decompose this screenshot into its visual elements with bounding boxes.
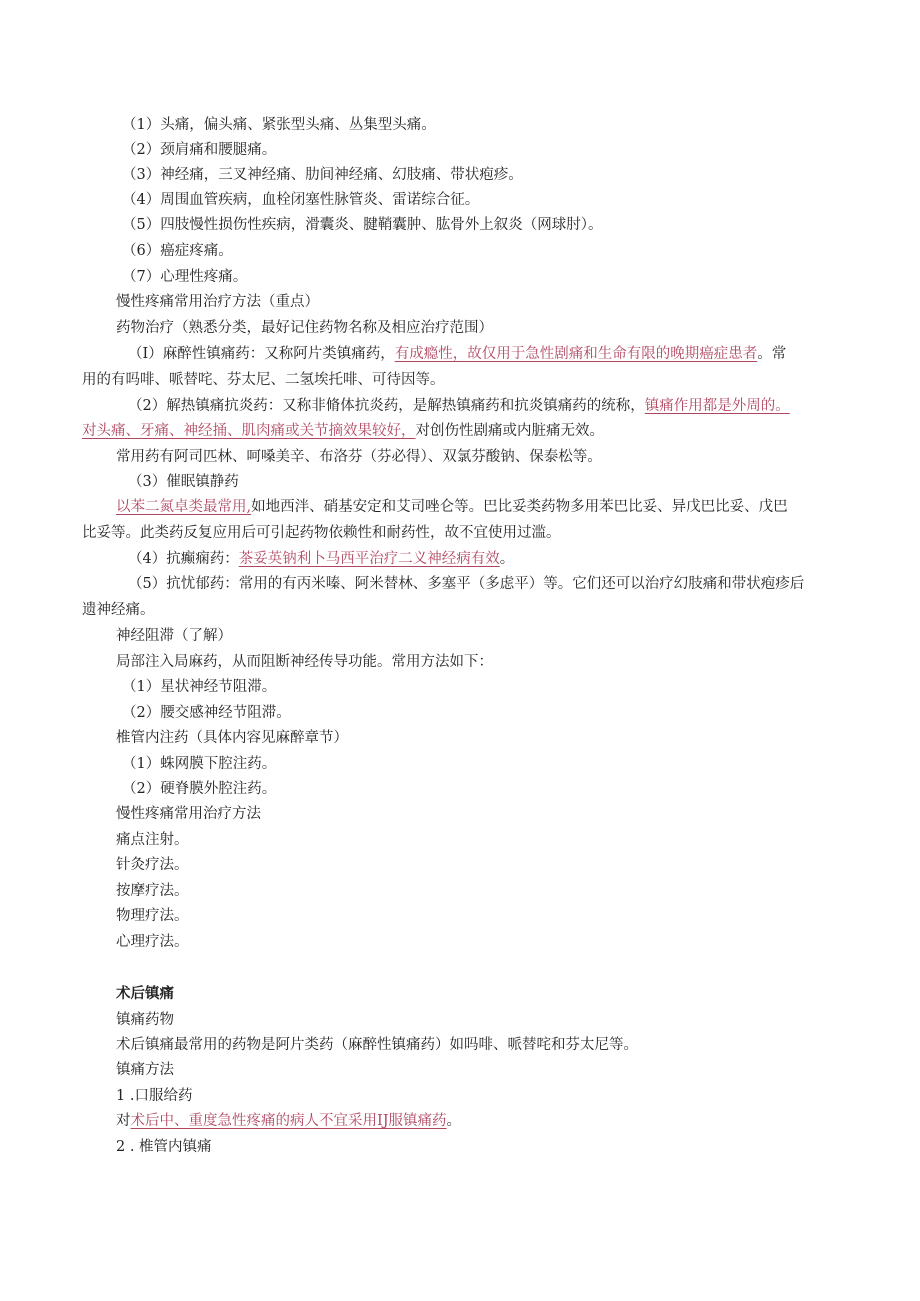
- nsaid-tail: 对创伤性剧痛或内脏痛无效。: [415, 423, 604, 439]
- antidepressant-continued: 遗神经痛。: [82, 602, 155, 618]
- narcotic-highlight: 有成瘾性，故仅用于急性剧痛和生命有限的晚期癌症患者: [394, 346, 758, 362]
- neuralgia-item: （3）神经痛，三叉神经痛、肋间神经痛、幻肢痛、带状疱疹。: [122, 167, 523, 183]
- narcotic-examples: 用的有吗啡、哌替咤、芬太尼、二氢埃托啡、可待因等。: [82, 372, 445, 388]
- nsaid-examples: 常用药有阿司匹林、呵嗓美辛、布洛芬（芬必得）、双氯芬酸钠、保泰松等。: [116, 449, 602, 465]
- lumbar-block-item: （2）腰交感神经节阻滞。: [122, 705, 291, 721]
- psychogenic-pain-item: （7）心理性疼痛。: [122, 269, 248, 285]
- subarachnoid-item: （1）蛛网膜下腔注药。: [122, 756, 277, 772]
- methods-subheading: 镇痛方法: [116, 1062, 174, 1078]
- sedative-text: 如地西泮、硝基安定和艾司唑仑等。巴比妥类药物多用苯巴比妥、异戊巴比妥、戊巴: [251, 499, 788, 515]
- nsaid-label: （2）解热镇痛抗炎药：又称非脩体抗炎药，是解热镇痛药和抗炎镇痛药的统称，: [128, 398, 645, 414]
- narcotic-analgesics-label: （I）麻醉性镇痛药：又称阿片类镇痛药，: [128, 346, 395, 362]
- neck-back-pain-item: （2）颈肩痛和腰腿痛。: [122, 142, 277, 158]
- vascular-disease-item: （4）周围血管疾病，血栓闭塞性脉管炎、雷诺综合征。: [122, 192, 480, 208]
- analgesics-subheading: 镇痛药物: [116, 1012, 174, 1028]
- nsaid-highlight-2: 对头痛、牙痛、神经捅、肌肉痛或关节摘效果较好，: [82, 423, 416, 439]
- drug-therapy-heading: 药物治疗（熟悉分类，最好记住药物名称及相应治疗范围）: [116, 320, 493, 336]
- intraspinal-analgesia-item: 2 . 椎管内镇痛: [116, 1139, 212, 1155]
- narcotic-analgesics-line: [128, 344, 786, 364]
- antiepileptic-label: （4）抗癫痫药：: [128, 551, 239, 567]
- chronic-treatment-heading: 慢性疼痛常用治疗方法（重点）: [116, 294, 319, 310]
- antiepileptic-highlight: 茶妥英钠利卜马西平治疗二义神经病有效: [238, 551, 500, 567]
- limb-injury-item: （5）四肢慢性损伤性疾病，滑囊炎、腱鞘囊肿、肱骨外上叙炎（网球肘）。: [122, 217, 603, 233]
- oral-admin-item: 1 .口服给药: [116, 1088, 193, 1104]
- epidural-item: （2）硬脊膜外腔注药。: [122, 781, 277, 797]
- headache-item: （1）头痛，偏头痛、紧张型头痛、丛集型头痛。: [122, 117, 436, 133]
- cancer-pain-item: （6）癌症疼痛。: [122, 243, 233, 259]
- postop-section-heading: 术后镇痛: [116, 986, 174, 1002]
- narcotic-tail: 。常: [757, 346, 787, 362]
- nerve-block-heading: 神经阻滞（了解）: [116, 628, 232, 644]
- chronic-methods-heading: 慢性疼痛常用治疗方法: [116, 806, 261, 822]
- antiepileptic-line: [128, 549, 514, 569]
- sedative-highlight: 以苯二氮卓类最常用,: [116, 499, 252, 515]
- sedative-continued: 比妥等。此类药反复应用后可引起药物依赖性和耐药性，故不宜使用过滥。: [82, 525, 561, 541]
- physiotherapy-item: 物理疗法。: [116, 908, 189, 924]
- antidepressant-line: （5）抗忧郁药：常用的有丙米嗪、阿米替林、多塞平（多虑平）等。它们还可以治疗幻肢痛和带状疱疹后: [128, 576, 805, 592]
- sedative-line: [116, 497, 788, 517]
- nsaid-line: [128, 396, 790, 416]
- oral-note-tail: 。: [446, 1113, 462, 1129]
- intraspinal-heading: 椎管内注药（具体内容见麻醉章节）: [116, 730, 348, 746]
- antiepileptic-tail: 。: [499, 551, 515, 567]
- sedative-heading: （3）催眠镇静药: [128, 474, 239, 490]
- oral-note-prefix: 对: [116, 1113, 131, 1129]
- oral-note-highlight: 术后中、重度急性疼痛的病人不宜采用IJ服镇痛药: [130, 1113, 447, 1129]
- trigger-point-item: 痛点注射。: [116, 832, 189, 848]
- oral-admin-note: [116, 1111, 461, 1131]
- stellate-block-item: （1）星状神经节阻滞。: [122, 679, 277, 695]
- postop-drugs-text: 术后镇痛最常用的药物是阿片类药（麻醉性镇痛药）如吗啡、哌替咤和芬太尼等。: [116, 1037, 638, 1053]
- nsaid-continued: [82, 421, 604, 441]
- psychotherapy-item: 心理疗法。: [116, 934, 189, 950]
- nsaid-highlight: 镇痛作用都是外周的。: [644, 398, 790, 414]
- nerve-block-intro: 局部注入局麻药，从而阻断神经传导功能。常用方法如下：: [116, 654, 493, 670]
- acupuncture-item: 针灸疗法。: [116, 857, 189, 873]
- massage-item: 按摩疗法。: [116, 883, 189, 899]
